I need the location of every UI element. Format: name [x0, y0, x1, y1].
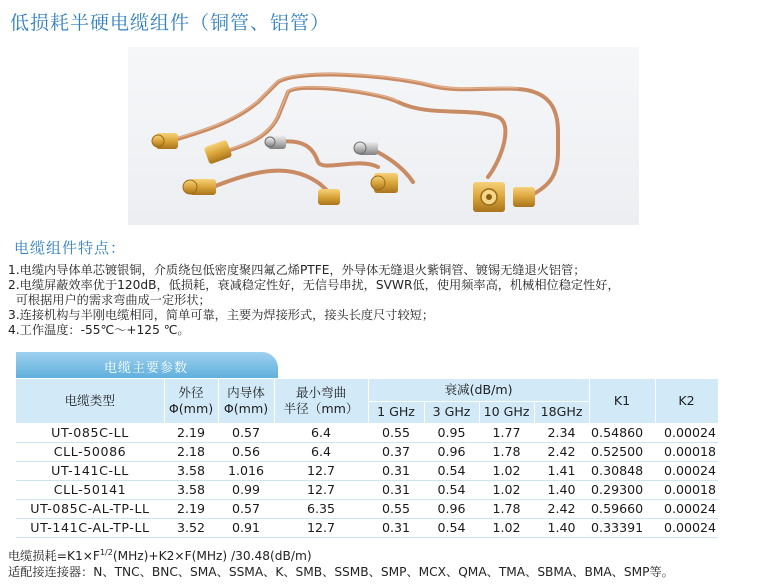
cell-od: 2.18 — [164, 442, 218, 461]
page-title: 低损耗半硬电缆组件（铜管、铝管） — [10, 12, 331, 34]
cell-od: 3.58 — [164, 461, 218, 480]
table-tab — [16, 352, 278, 378]
cell-inner: 0.99 — [218, 480, 274, 499]
cell-inner: 0.57 — [218, 423, 274, 442]
cell-3ghz: 0.95 — [424, 423, 479, 442]
cell-od: 2.19 — [164, 423, 218, 442]
cell-1ghz: 0.31 — [368, 461, 424, 480]
cell-type: UT-085C-AL-TP-LL — [16, 499, 164, 518]
cell-inner: 1.016 — [218, 461, 274, 480]
cell-k1: 0.30848 — [589, 461, 655, 480]
feature-line: 4.工作温度：-55℃～+125 ℃。 — [8, 323, 190, 337]
cell-3ghz: 0.96 — [424, 442, 479, 461]
features-list — [8, 263, 778, 338]
cell-3ghz: 0.96 — [424, 499, 479, 518]
table-row — [16, 518, 718, 537]
table-row — [16, 461, 718, 480]
cell-k2: 0.00018 — [655, 480, 718, 499]
feature-line: 1.电缆内导体单芯镀银铜，介质绕包低密度聚四氟乙烯PTFE，外导体无缝退火紫铜管、镀锡无缝退火铝管； — [8, 263, 586, 277]
table-row — [16, 442, 718, 461]
features-heading: 电缆组件特点： — [14, 239, 127, 257]
cell-1ghz: 0.31 — [368, 518, 424, 537]
cell-bend: 12.7 — [274, 480, 368, 499]
col-header-18ghz: 18GHz — [534, 401, 589, 423]
cell-bend: 6.4 — [274, 442, 368, 461]
cell-bend: 6.35 — [274, 499, 368, 518]
col-header-od: 外径 Φ(mm) — [164, 379, 218, 423]
cell-bend: 6.4 — [274, 423, 368, 442]
cell-3ghz: 0.54 — [424, 480, 479, 499]
cell-18ghz: 1.40 — [534, 518, 589, 537]
cell-inner: 0.57 — [218, 499, 274, 518]
col-header-inner: 内导体 Φ(mm) — [218, 379, 274, 423]
col-header-10ghz: 10 GHz — [479, 401, 534, 423]
cell-18ghz: 2.42 — [534, 499, 589, 518]
cell-od: 3.52 — [164, 518, 218, 537]
cell-inner: 0.91 — [218, 518, 274, 537]
cell-k2: 0.00024 — [655, 461, 718, 480]
cell-bend: 12.7 — [274, 461, 368, 480]
cell-10ghz: 1.02 — [479, 518, 534, 537]
formula-prefix: 电缆损耗=K1×F — [8, 549, 100, 564]
cell-k1: 0.52500 — [589, 442, 655, 461]
cell-18ghz: 2.34 — [534, 423, 589, 442]
table-body — [16, 423, 718, 537]
cable-assembly-illustration — [128, 47, 639, 225]
connector-list: 适配接连接器：N、TNC、BNC、SMA、SSMA、K、SMB、SSMB、SMP、MCX、QMA、TMA、SBMA、BMA、SMP等。 — [8, 565, 674, 580]
cell-k2: 0.00024 — [655, 499, 718, 518]
cell-k2: 0.00024 — [655, 518, 718, 537]
connector-icons — [152, 133, 535, 212]
cell-10ghz: 1.78 — [479, 499, 534, 518]
feature-line: 可根据用户的需求弯曲成一定形状； — [8, 293, 211, 307]
cell-type: UT-141C-AL-TP-LL — [16, 518, 164, 537]
cell-type: UT-141C-LL — [16, 461, 164, 480]
cell-1ghz: 0.37 — [368, 442, 424, 461]
cell-od: 2.19 — [164, 499, 218, 518]
cell-k1: 0.59660 — [589, 499, 655, 518]
cell-3ghz: 0.54 — [424, 518, 479, 537]
cell-bend: 12.7 — [274, 518, 368, 537]
col-header-k2: K2 — [655, 379, 718, 423]
col-header-k1: K1 — [589, 379, 655, 423]
cell-inner: 0.56 — [218, 442, 274, 461]
cell-k2: 0.00024 — [655, 423, 718, 442]
feature-line: 3.连接机构与半刚电缆相同，简单可靠，主要为焊接形式，接头长度尺寸较短； — [8, 308, 435, 322]
cell-k1: 0.54860 — [589, 423, 655, 442]
cell-1ghz: 0.55 — [368, 423, 424, 442]
product-photo — [128, 47, 639, 225]
footnote — [8, 545, 674, 580]
feature-line: 2.电缆屏蔽效率优于120dB，低损耗，衰减稳定性好，无信号串扰，SVWR低，使用频率高，机械相位稳定性好， — [8, 278, 620, 292]
col-header-type: 电缆类型 — [16, 379, 164, 423]
cell-10ghz: 1.77 — [479, 423, 534, 442]
cell-18ghz: 1.41 — [534, 461, 589, 480]
cell-18ghz: 2.42 — [534, 442, 589, 461]
formula-exponent: 1/2 — [99, 548, 113, 557]
cell-od: 3.58 — [164, 480, 218, 499]
parameter-table — [16, 379, 719, 538]
cell-3ghz: 0.54 — [424, 461, 479, 480]
cell-type: CLL-50086 — [16, 442, 164, 461]
cell-k1: 0.29300 — [589, 480, 655, 499]
cell-k2: 0.00018 — [655, 442, 718, 461]
col-header-bend: 最小弯曲 半径（mm） — [274, 379, 368, 423]
cell-18ghz: 1.40 — [534, 480, 589, 499]
loss-formula — [8, 545, 674, 564]
cell-10ghz: 1.78 — [479, 442, 534, 461]
cell-1ghz: 0.31 — [368, 480, 424, 499]
cell-k1: 0.33391 — [589, 518, 655, 537]
table-tab-label: 电缆主要参数 — [104, 361, 189, 376]
cell-10ghz: 1.02 — [479, 461, 534, 480]
table-row — [16, 480, 718, 499]
cell-type: UT-085C-LL — [16, 423, 164, 442]
col-header-attenuation: 衰减(dB/m) — [368, 379, 589, 401]
formula-suffix: (MHz)+K2×F(MHz) /30.48(dB/m) — [112, 549, 312, 564]
cell-10ghz: 1.02 — [479, 480, 534, 499]
cell-type: CLL-50141 — [16, 480, 164, 499]
table-row — [16, 423, 718, 442]
col-header-1ghz: 1 GHz — [368, 401, 424, 423]
table-row — [16, 499, 718, 518]
cell-1ghz: 0.55 — [368, 499, 424, 518]
col-header-3ghz: 3 GHz — [424, 401, 479, 423]
